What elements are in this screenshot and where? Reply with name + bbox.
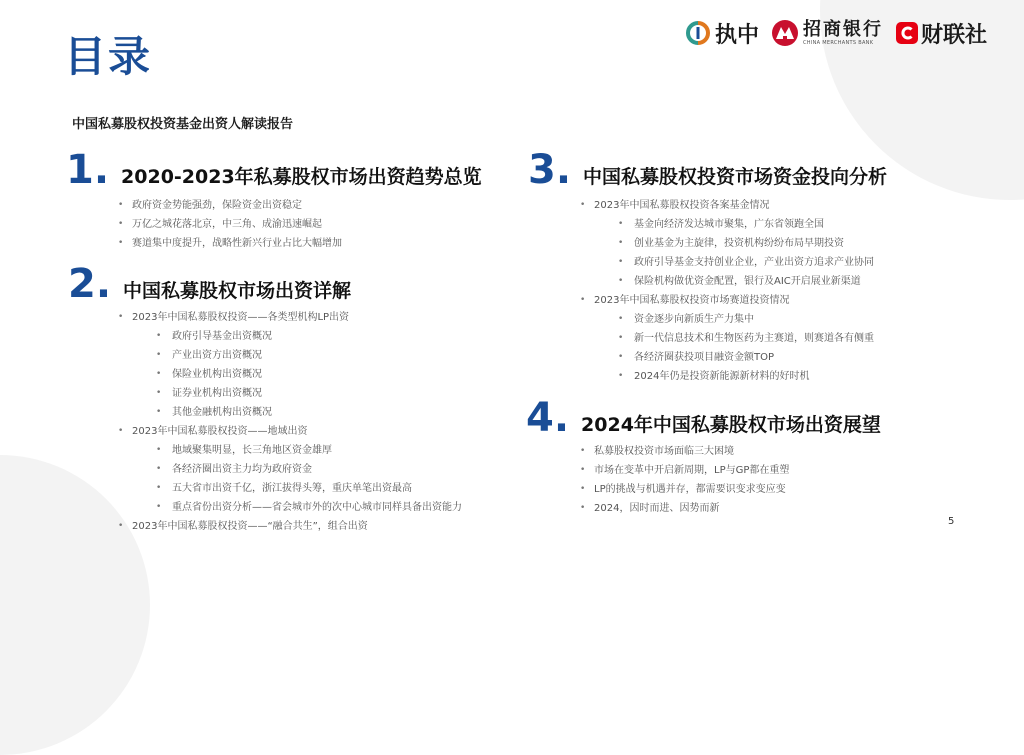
cmb-english-name: CHINA MERCHANTS BANK [803,39,874,46]
page-number: 5 [948,516,955,527]
list-item: • 新一代信息技术和生物医药为主赛道，则赛道各有侧重 [580,329,887,348]
section-3-list [580,196,887,386]
list-item: • 2023年中国私募股权投资——地域出资 [118,422,462,441]
partner-logos [686,16,999,50]
cmb-emblem-icon [771,19,799,47]
list-item: • 证券业机构出资概况 [118,384,462,403]
report-subtitle: 中国私募股权投资基金出资人解读报告 [72,117,294,132]
list-item: • 2023年中国私募股权投资市场赛道投资情况 [580,291,887,310]
page-title: 目录 [64,32,153,81]
cailian-logo [895,18,987,49]
section-2-heading [68,261,462,307]
section-1-heading [66,147,482,193]
section-1-title: 2020-2023年私募股权市场出资趋势总览 [121,166,482,188]
zhizhong-emblem-icon [686,21,710,45]
cailian-name: 财联社 [921,22,988,48]
zhizhong-logo [686,18,759,49]
list-item: • 资金逐步向新质生产力集中 [580,310,887,329]
section-1-list [118,196,482,253]
section-4-number: 4. [526,395,570,441]
cmb-name: 招商银行 [803,18,884,40]
list-item: • 万亿之城花落北京，中三角、成渝迅速崛起 [118,215,482,234]
list-item: • 市场在变革中开启新周期，LP与GP都在重塑 [580,461,881,480]
list-item: • 2023年中国私募股权投资——“融合共生”，组合出资 [118,517,462,536]
zhizhong-name: 执中 [715,22,760,48]
section-4-heading [526,395,881,441]
list-item: • 基金向经济发达城市聚集，广东省领跑全国 [580,215,887,234]
list-item: • 2023年中国私募股权投资——各类型机构LP出资 [118,308,462,327]
section-1 [66,147,482,253]
section-4-list [580,442,881,518]
section-2-list [118,308,462,536]
list-item: • 政府引导基金支持创业企业，产业出资方追求产业协同 [580,253,887,272]
section-3-number: 3. [528,147,572,193]
list-item: • 政府资金势能强劲，保险资金出资稳定 [118,196,482,215]
list-item: • 创业基金为主旋律，投资机构纷纷布局早期投资 [580,234,887,253]
section-3-title: 中国私募股权投资市场资金投向分析 [583,166,888,188]
list-item: • 政府引导基金出资概况 [118,327,462,346]
list-item: • 私募股权投资市场面临三大困境 [580,442,881,461]
list-item: • 各经济圈获投项目融资金额TOP [580,348,887,367]
section-2 [68,261,462,536]
cmb-logo [771,19,883,47]
cailian-emblem-icon [895,21,919,45]
list-item: • 各经济圈出资主力均为政府资金 [118,460,462,479]
list-item: • 重点省份出资分析——省会城市外的次中心城市同样具备出资能力 [118,498,462,517]
list-item: • 2023年中国私募股权投资各案基金情况 [580,196,887,215]
section-2-number: 2. [68,261,112,307]
list-item: • 保险业机构出资概况 [118,365,462,384]
section-3 [528,147,888,386]
list-item: • 其他金融机构出资概况 [118,403,462,422]
list-item: • LP的挑战与机遇并存，都需要识变求变应变 [580,480,881,499]
list-item: • 2024，因时而进、因势而新 [580,499,881,518]
list-item: • 五大省市出资千亿，浙江拔得头筹，重庆单笔出资最高 [118,479,462,498]
list-item: • 地域聚集明显，长三角地区资金雄厚 [118,441,462,460]
list-item: • 保险机构做优资金配置，银行及AIC开启展业新渠道 [580,272,887,291]
section-4-title: 2024年中国私募股权市场出资展望 [581,414,881,436]
section-1-number: 1. [66,147,110,193]
list-item: • 2024年仍是投资新能源新材料的好时机 [580,367,887,386]
section-4 [526,395,881,518]
section-2-title: 中国私募股权市场出资详解 [123,280,352,302]
list-item: • 产业出资方出资概况 [118,346,462,365]
section-3-heading [528,147,888,193]
list-item: • 赛道集中度提升，战略性新兴行业占比大幅增加 [118,234,482,253]
